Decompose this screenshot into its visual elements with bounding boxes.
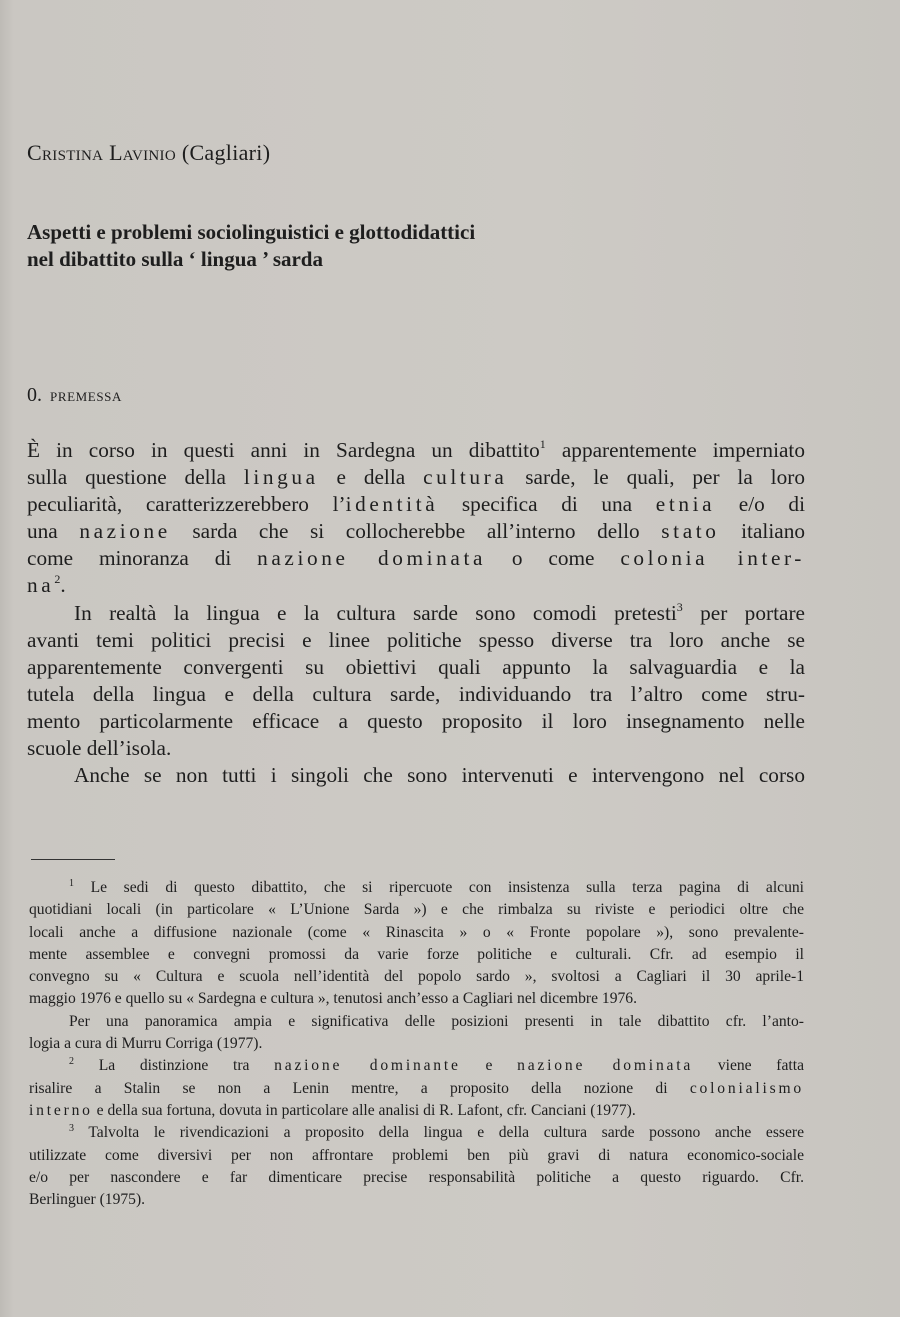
body-line: come minoranza di nazione dominata o come colonia inter- [27, 546, 805, 571]
body-line: scuole dell’isola. [27, 736, 172, 761]
footnote-line: utilizzate come diversivi per non affrontare problemi ben più gravi di natura economico-sociale [29, 1146, 804, 1164]
footnote-number: 3 [69, 1123, 74, 1135]
body-line: mento particolarmente efficace a questo proposito il loro insegnamento nelle [27, 708, 805, 733]
body-line: peculiarità, caratterizzerebbero l’identità specifica di una etnia e/o di [27, 492, 805, 517]
title-line-2: nel dibattito sulla ‘ lingua ’ sarda [27, 247, 323, 271]
article-title [27, 219, 727, 273]
footnote-line: $^1$ Le sedi di questo dibattito, che si ripercuote con insistenza sulla terza pagina di alcuni [69, 878, 804, 896]
footnote-line: convegno su « Cultura e scuola nell’identità del popolo sardo », svoltosi a Cagliari il 30 aprile-1 [29, 968, 804, 986]
body-text [27, 437, 805, 789]
body-line: tutela della lingua e della cultura sarde, individuando tra l’altro come stru- [27, 681, 805, 706]
footnotes [29, 877, 804, 1211]
title-line-1: Aspetti e problemi sociolinguistici e glottodidattici [27, 220, 476, 244]
author-last-name: Lavinio [109, 140, 176, 165]
footnote-number: 2 [69, 1056, 74, 1068]
footnote-line: Berlinguer (1975). [29, 1191, 146, 1209]
body-line: sulla questione della lingua e della cultura sarde, le quali, per la loro [27, 465, 805, 490]
body-line: $na^2$. [27, 572, 66, 598]
footnote-line: mente assemblee e convegni promossi da varie forze politiche e culturali. Cfr. ad esempio il [29, 945, 804, 963]
body-line: apparentemente convergenti su obiettivi quali appunto la salvaguardia e la [27, 654, 805, 679]
footnote-ref: 2 [54, 572, 61, 587]
footnote-number: 1 [69, 878, 74, 889]
section-heading [27, 384, 122, 407]
body-line: avanti temi politici precisi e linee politiche spesso diverse tra loro anche se [27, 627, 805, 652]
footnote-line: interno e della sua fortuna, dovuta in particolare alle analisi di R. Lafont, cfr. Canciani (1977). [29, 1101, 636, 1119]
footnote-line: $^3$ Talvolta le rivendicazioni a proposito della lingua e della cultura sarde possono anche essere [69, 1123, 804, 1142]
footnote-ref: 3 [676, 599, 683, 614]
body-line: Anche se non tutti i singoli che sono intervenuti e intervengono nel corso [74, 763, 805, 788]
footnote-line: logia a cura di Murru Corriga (1977). [29, 1035, 263, 1053]
footnote-line: $^2$ La distinzione tra nazione dominante e nazione dominata viene fatta [69, 1056, 805, 1075]
footnote-ref: 1 [539, 437, 546, 451]
author-city: (Cagliari) [181, 140, 271, 165]
footnote-line: risalire a Stalin se non a Lenin mentre, a proposito della nozione di colonialismo [29, 1079, 804, 1097]
footnote-separator [31, 859, 115, 860]
body-line: una nazione sarda che si collocherebbe all’interno dello stato italiano [27, 519, 805, 544]
footnote-line: quotidiani locali (in particolare « L’Unione Sarda ») e che rimbalza su riviste e periodici oltre che [29, 901, 804, 919]
footnote-line: maggio 1976 e quello su « Sardegna e cultura », tenutosi anch’esso a Cagliari nel dicembre 1976. [29, 990, 637, 1008]
footnote-line: locali anche a diffusione nazionale (come « Rinascita » o « Fronte popolare »), sono prevalente- [29, 923, 804, 941]
footnote-line: Per una panoramica ampia e significativa delle posizioni presenti in tale dibattito cfr. l’anto- [69, 1012, 804, 1030]
author-line [27, 140, 270, 166]
body-line: È in corso in questi anni in Sardegna un dibattito$^1$ apparentemente imperniato [27, 437, 805, 462]
section-label: premessa [50, 385, 122, 405]
footnote-line: e/o per nascondere e far dimenticare precise responsabilità politiche a questo riguardo. Cfr. [29, 1168, 804, 1186]
section-number: 0. [27, 384, 42, 406]
author-first-name: Cristina [27, 140, 104, 165]
body-line: In realtà la lingua e la cultura sarde sono comodi pretesti$^3$ per portare [74, 599, 805, 625]
